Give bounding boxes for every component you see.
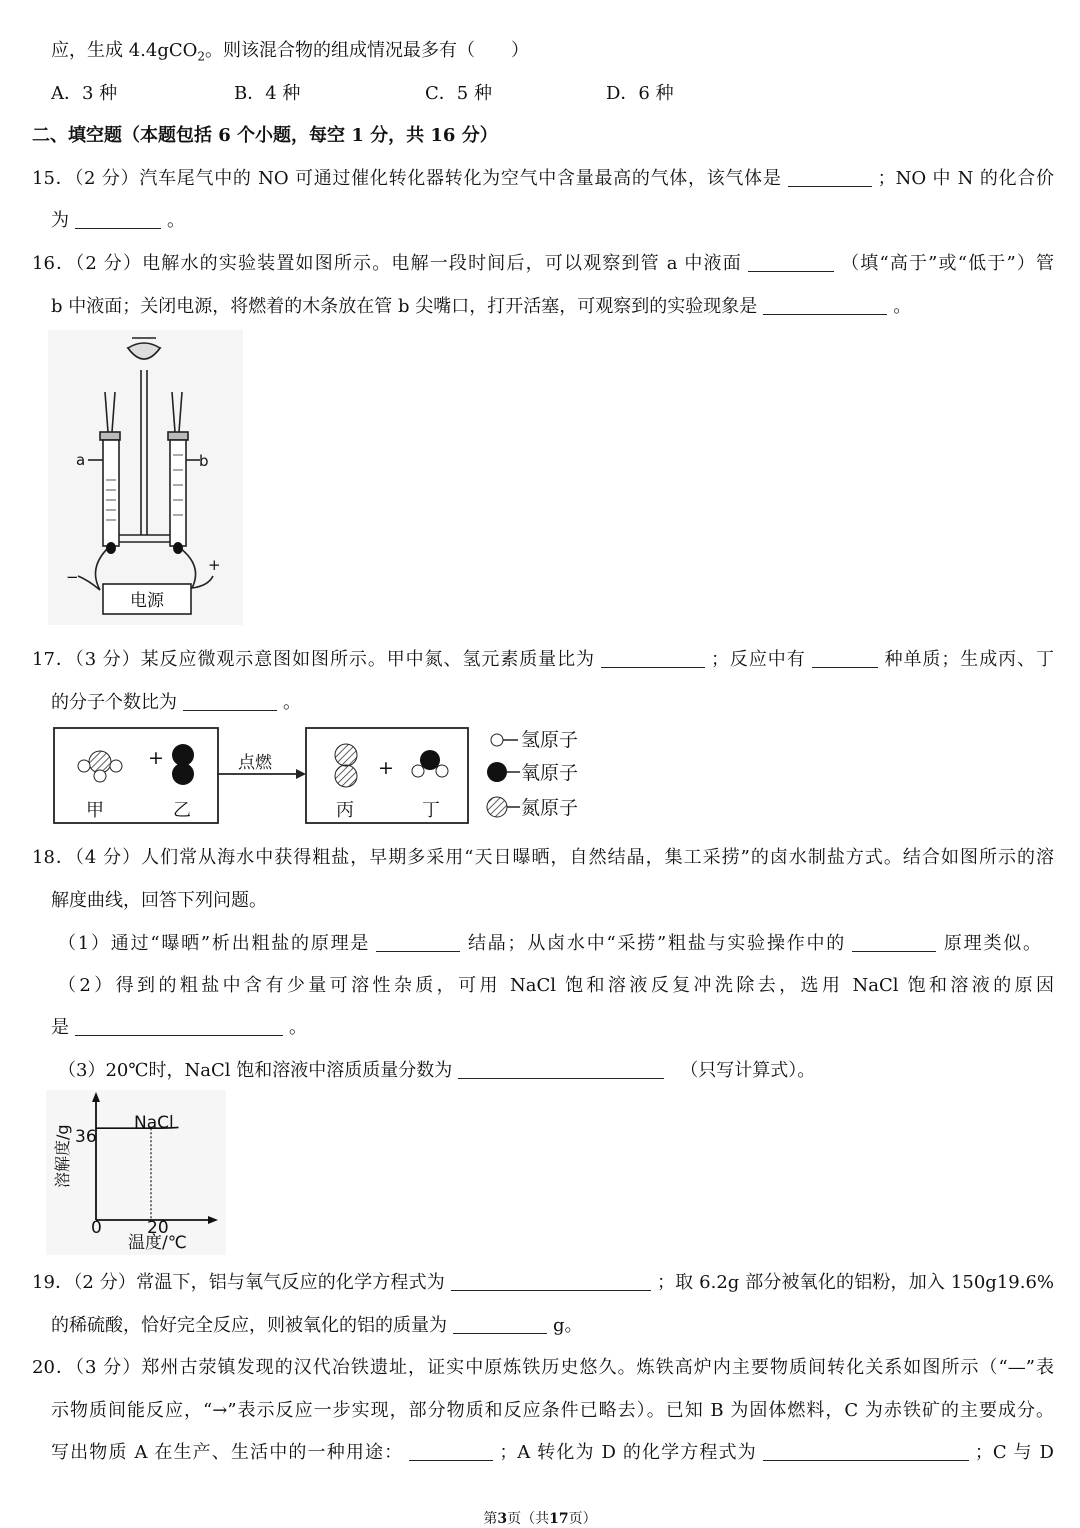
electrolysis-apparatus-figure xyxy=(48,330,243,625)
label-yi: 乙 xyxy=(173,800,191,821)
q19-line1: 19．（2 分）常温下，铝与氧气反应的化学方程式为 ；取 6.2g 部分被氧化的铝粉，加入 150g19.6% xyxy=(32,1272,1054,1293)
q18-sub2-cont: 是 。 xyxy=(51,1017,307,1038)
q16-line1: 16．（2 分）电解水的实验装置如图所示。电解一段时间后，可以观察到管 a 中液面 （填“高于”或“低于”）管 xyxy=(32,253,1055,274)
q19-blank-1[interactable] xyxy=(451,1272,651,1291)
tube-a-label: a xyxy=(76,451,86,469)
reaction-diagram-figure xyxy=(52,722,602,827)
q17-blank-3[interactable] xyxy=(183,692,277,711)
q18-line1: 18．（4 分）人们常从海水中获得粗盐，早期多采用“天日曝晒，自然结晶，集工采捞”的卤水制盐方式。结合如图所示的溶 xyxy=(32,847,1054,868)
legend-nitrogen: 氮原子 xyxy=(521,797,579,819)
x-tick-label: 20 xyxy=(147,1218,169,1238)
q20-line2: 示物质间能反应，“→”表示反应一步实现，部分物质和反应条件已略去）。已知 B 为固体燃料，C 为赤铁矿的主要成分。 xyxy=(51,1400,1054,1421)
q15-line1: 15．（2 分）汽车尾气中的 NO 可通过催化转化器转化为空气中含量最高的气体，该气体是 ；NO 中 N 的化合价 xyxy=(32,168,1054,189)
plus-right: + xyxy=(378,757,394,779)
tube-b-label: b xyxy=(199,452,209,470)
label-ding: 丁 xyxy=(422,800,440,821)
plus-left: + xyxy=(148,747,164,769)
q14-option-a: A．3 种 xyxy=(51,83,118,104)
legend-oxygen: 氧原子 xyxy=(521,762,579,784)
power-supply-label: 电源 xyxy=(130,591,164,611)
q14-option-c: C．5 种 xyxy=(425,83,492,104)
q16-blank-2[interactable] xyxy=(763,296,887,315)
q18-blank-1[interactable] xyxy=(376,933,460,952)
q18-sub2: （2）得到的粗盐中含有少量可溶性杂质，可用 NaCl 饱和溶液反复冲洗除去，选用 NaCl 饱和溶液的原因 xyxy=(58,975,1054,996)
q18-blank-4[interactable] xyxy=(458,1060,664,1079)
q18-blank-2[interactable] xyxy=(852,933,936,952)
q16-line2: b 中液面；关闭电源，将燃着的木条放在管 b 尖嘴口，打开活塞，可观察到的实验现象是 。 xyxy=(51,296,912,317)
label-jia: 甲 xyxy=(86,800,104,821)
q18-sub1: （1）通过“曝晒”析出粗盐的原理是 结晶；从卤水中“采捞”粗盐与实验操作中的 原理类似。 xyxy=(58,933,1042,954)
chart-title: NaCl xyxy=(134,1113,174,1133)
section-heading: 二、填空题（本题包括 6 个小题，每空 1 分，共 16 分） xyxy=(32,125,498,146)
q20-line1: 20．（3 分）郑州古荥镇发现的汉代冶铁遗址，证实中原炼铁历史悠久。炼铁高炉内主要物质间转化关系如图所示（“—”表 xyxy=(32,1357,1054,1378)
q15-blank-2[interactable] xyxy=(75,210,161,229)
q14-option-b: B．4 种 xyxy=(234,83,301,104)
x-axis-label: 温度/℃ xyxy=(128,1233,187,1253)
q19-blank-2[interactable] xyxy=(453,1315,547,1334)
q20-blank-1[interactable] xyxy=(409,1442,493,1461)
solubility-chart xyxy=(46,1090,226,1255)
minus-sign: − xyxy=(66,568,79,586)
q17-line2: 的分子个数比为 。 xyxy=(51,692,301,713)
q17-line1: 17．（3 分）某反应微观示意图如图所示。甲中氮、氢元素质量比为 ；反应中有 种单质；生成丙、丁 xyxy=(32,649,1055,670)
q17-blank-2[interactable] xyxy=(812,649,878,668)
q15-line2: 为 。 xyxy=(51,210,185,231)
q17-blank-1[interactable] xyxy=(601,649,705,668)
page-footer: 第3页（共17页） xyxy=(483,1511,597,1527)
q20-line3: 写出物质 A 在生产、生活中的一种用途： ；A 转化为 D 的化学方程式为 ；C 与 D xyxy=(51,1442,1054,1463)
q20-blank-2[interactable] xyxy=(763,1442,969,1461)
plus-sign: + xyxy=(208,556,221,574)
arrow-label-ignite: 点燃 xyxy=(238,753,272,773)
label-bing: 丙 xyxy=(336,800,354,821)
q16-blank-1[interactable] xyxy=(748,253,834,272)
q14-option-d: D．6 种 xyxy=(606,83,674,104)
q18-line2: 解度曲线，回答下列问题。 xyxy=(51,890,267,911)
q18-blank-3[interactable] xyxy=(75,1017,283,1036)
q14-tail: 应，生成 4.4gCO$_2$。则该混合物的组成情况最多有（ ） xyxy=(51,40,530,64)
x-tick-zero: 0 xyxy=(91,1218,102,1238)
q15-blank-1[interactable] xyxy=(788,168,872,187)
legend-hydrogen: 氢原子 xyxy=(521,729,579,751)
y-tick-label: 36 xyxy=(75,1127,97,1147)
q19-line2: 的稀硫酸，恰好完全反应，则被氧化的铝的质量为 g。 xyxy=(51,1315,583,1336)
y-axis-label: 溶解度/g xyxy=(53,1124,72,1188)
q18-sub3: （3）20℃时，NaCl 饱和溶液中溶质质量分数为 （只写计算式）。 xyxy=(58,1060,816,1081)
